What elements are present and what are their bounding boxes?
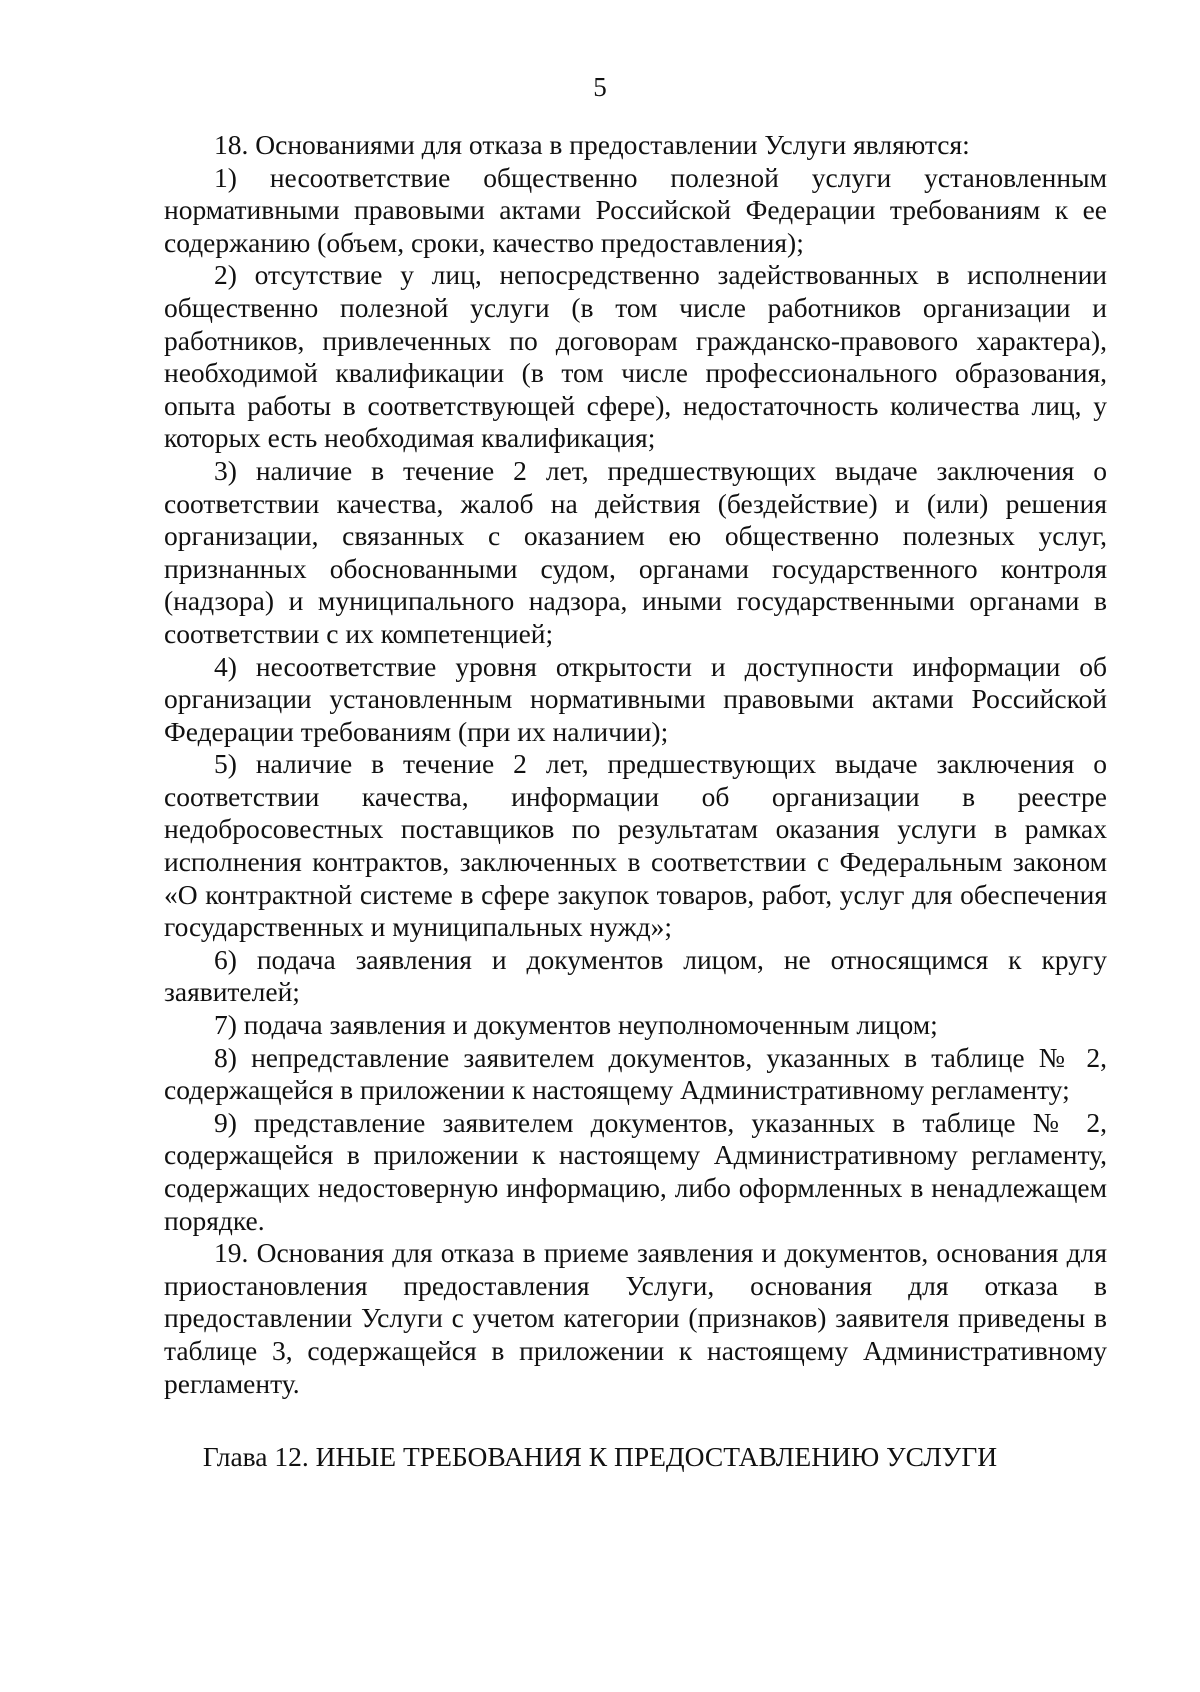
chapter-heading: Глава 12. ИНЫЕ ТРЕБОВАНИЯ К ПРЕДОСТАВЛЕНИЮ УСЛУГИ [202,1441,998,1472]
paragraph-19: 19. Основания для отказа в приеме заявления и документов, основания для приостановления предоставления Услуги, основания для отказа в предоставлении Услуги с учетом категории (признаков) заявителя приведены в таблице 3, содержащейся в приложении к настоящему Административному регламенту. [164,1237,1107,1399]
page-number: 5 [593,72,607,102]
paragraph-item-5: 5) наличие в течение 2 лет, предшествующих выдаче заключения о соответствии качества, информации об организации в реестре недобросовестных поставщиков по результатам оказания услуги в рамках исполнения контрактов, заключенных в соответствии с Федеральным законом «О контрактной системе в сфере закупок товаров, работ, услуг для обеспечения государственных и муниципальных нужд»; [164,748,1107,943]
paragraph-item-4: 4) несоответствие уровня открытости и доступности информации об организации установленным нормативными правовыми актами Российской Федерации требованиям (при их наличии); [164,650,1107,747]
paragraph-item-2: 2) отсутствие у лиц, непосредственно задействованных в исполнении общественно полезной услуги (в том числе работников организации и работников, привлеченных по договорам гражданско-правового характера), необходимой квалификации (в том числе профессионального образования, опыта работы в соответствующей сфере), недостаточность количества лиц, у которых есть необходимая квалификация; [164,259,1107,454]
paragraph-item-3: 3) наличие в течение 2 лет, предшествующих выдаче заключения о соответствии качества, жалоб на действия (бездействие) и (или) решения организации, связанных с оказанием ею общественно полезных услуг, признанных обоснованными судом, органами государственного контроля (надзора) и муниципального надзора, иными государственными органами в соответствии с их компетенцией; [164,454,1107,649]
paragraph-item-7: 7) подача заявления и документов неуполномоченным лицом; [214,1009,938,1041]
document-body [164,129,1107,1400]
paragraph-18-intro: 18. Основаниями для отказа в предоставлении Услуги являются: [214,129,970,160]
paragraph-item-1: 1) несоответствие общественно полезной услуги установленным нормативными правовыми актами Российской Федерации требованиям к ее содержанию (объем, сроки, качество предоставления); [164,161,1107,258]
paragraph-item-6: 6) подача заявления и документов лицом, не относящимся к кругу заявителей; [164,943,1107,1008]
paragraph-item-9: 9) представление заявителем документов, указанных в таблице № 2, содержащейся в приложении к настоящему Административному регламенту, содержащих недостоверную информацию, либо оформленных в ненадлежащем порядке. [164,1106,1107,1236]
paragraph-item-8: 8) непредставление заявителем документов, указанных в таблице № 2, содержащейся в приложении к настоящему Административному регламенту; [164,1041,1107,1106]
